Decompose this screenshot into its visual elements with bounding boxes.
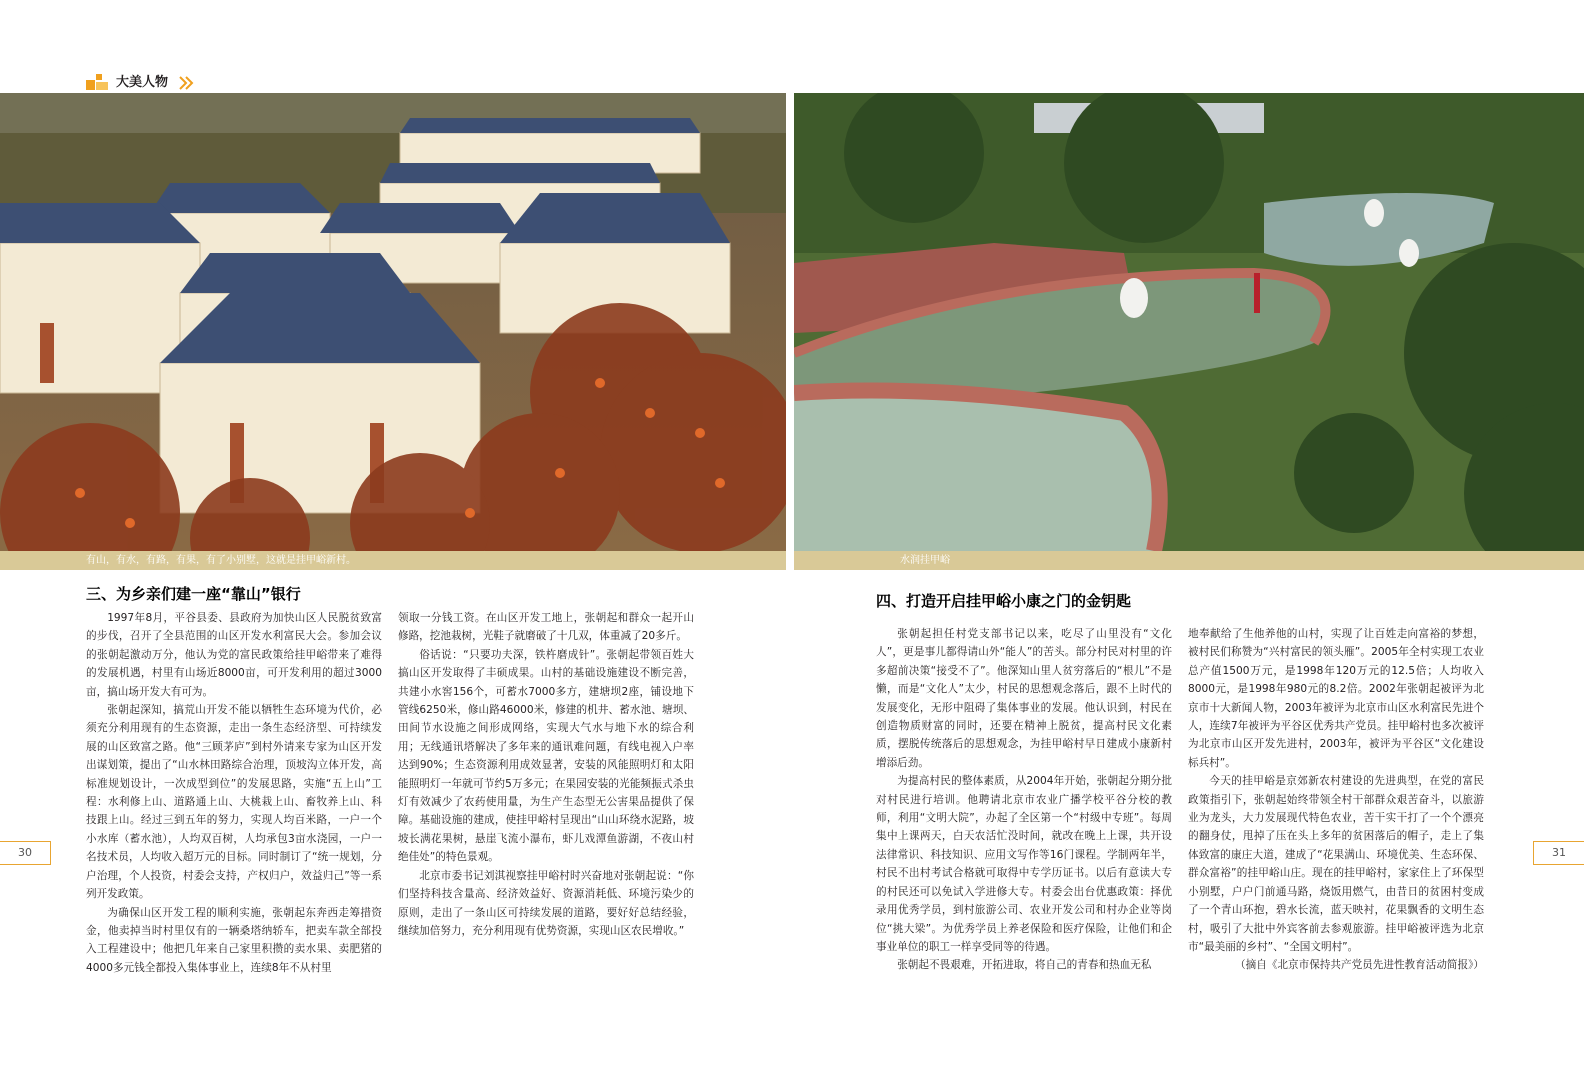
section-logo-icon	[86, 74, 108, 90]
double-chevron-right-icon	[178, 75, 194, 91]
paragraph: 为确保山区开发工程的顺利实施，张朝起东奔西走筹措资金，他卖掉当时村里仅有的一辆桑塔纳轿车，把卖车款全部投入工程建设中；他把几年来自己家里积攒的卖水果、卖肥猪的4000多元钱全都投入集体事业上，连续8年不从村里	[86, 906, 382, 974]
pool-landscape-photo	[794, 93, 1584, 551]
photo-caption-bar-left	[0, 551, 786, 570]
paragraph: 为提高村民的整体素质，从2004年开始，张朝起分期分批对村民进行培训。他聘请北京市农业广播学校平谷分校的教师，利用“文明大院”，办起了全区第一个“村级中专班”。每周集中上课两天，白天农活忙没时间，就改在晚上上课，共开设法律常识、科技知识、应用文写作等16门课程。学制两年半，村民不出村考试合格就可取得中专学历证书。以后有意读大专的村民还可以免试入学进修大专。村委会出台优惠政策：择优录用优秀学员，到村旅游公司、农业开发公司和村办企业等岗位“挑大梁”。为优秀学员上养老保险和医疗保险，让他们和企事业单位的职工一样享受同等的待遇。	[876, 775, 1172, 953]
page-number-left: 30	[0, 841, 51, 865]
section-4-heading: 四、打造开启挂甲峪小康之门的金钥匙	[876, 592, 1132, 610]
paragraph: 今天的挂甲峪是京郊新农村建设的先进典型，在党的富民政策指引下，张朝起始终带领全村干部群众艰苦奋斗，以旅游业为龙头，大力发展现代特色农业，苦干实干打了一个个漂亮的翻身仗，甩掉了压在头上多年的贫困落后的帽子，走上了集体致富的康庄大道，建成了“花果满山、环境优美、生态环保、群众富裕”的挂甲峪山庄。现在的挂甲峪村，家家住上了环保型小别墅，户户门前通马路，烧饭用燃气，由昔日的贫困村变成了一个青山环抱，碧水长流，蓝天映衬，花果飘香的文明生态村，吸引了大批中外宾客前去参观旅游。挂甲峪被评选为北京市“最美丽的乡村”、“全国文明村”。	[1188, 775, 1484, 953]
photo-caption-left: 有山，有水，有路，有果，有了小别墅，这就是挂甲峪新村。	[86, 555, 356, 566]
village-houses-photo	[0, 93, 786, 551]
article-column-4	[1188, 625, 1484, 975]
section-label: 大美人物	[116, 75, 169, 90]
paragraph: 1997年8月，平谷县委、县政府为加快山区人民脱贫致富的步伐，召开了全县范围的山区开发水利富民大会。参加会议的张朝起激动万分，他认为党的富民政策给挂甲峪带来了难得的发展机遇，村里有山场近8000亩，可开发利用的超过3000亩，搞山场开发大有可为。	[86, 612, 382, 698]
page-number-right: 31	[1533, 841, 1584, 865]
paragraph: 俗话说：“只要功夫深，铁杵磨成针”。张朝起带领百姓大搞山区开发取得了丰硕成果。山村的基础设施建设不断完善，共建小水窖156个，可蓄水7000多方，建塘坝2座，铺设地下管线6250米，修山路46000米，修建的机井、蓄水池、塘坝、田间节水设施之间形成网络，实现大气水与地下水的综合利用；无线通讯塔解决了多年来的通讯难问题，有线电视入户率达到90%；生态资源利用成效显著，安装的风能照明灯和太阳能照明灯一年就可节约5万多元；在果园安装的光能频振式杀虫灯有效减少了农药使用量，为生产生态型无公害果品提供了保障。基础设施的建成，使挂甲峪村呈现出“山山环绕水泥路，坡坡长满花果树，悬崖飞流小瀑布，虾儿戏潭鱼游湖，不夜山村绝佳处”的特色景观。	[398, 648, 694, 864]
paragraph: 张朝起担任村党支部书记以来，吃尽了山里没有“文化人”，更是事儿都得请山外“能人”的苦头。部分村民对村里的许多超前决策“接受不了”。他深知山里人贫穷落后的“根儿”不是懒，而是“文化人”太少，村民的思想观念落后，跟不上时代的发展变化，无形中阻碍了集体事业的发展。他认识到，村民在创造物质财富的同时，还要在精神上脱贫，提高村民文化素质，摆脱传统落后的思想观念，为挂甲峪村早日建成小康新村增添后劲。	[876, 628, 1172, 769]
photo-caption-bar-right	[794, 551, 1584, 570]
section-3-heading: 三、为乡亲们建一座“靠山”银行	[86, 585, 301, 603]
article-column-2	[398, 609, 694, 940]
paragraph-continued: 地奉献给了生他养他的山村，实现了让百姓走向富裕的梦想，被村民们称赞为“兴村富民的领头雁”。2005年全村实现工农业总产值1500万元，是1998年120万元的12.5倍；人均收入8000元，是1998年980元的8.2倍。2002年张朝起被评为北京市十大新闻人物，2003年被评为北京市山区水利富民先进个人，连续7年被评为平谷区优秀共产党员。挂甲峪村也多次被评为北京市山区开发先进村，2003年，被评为平谷区“文化建设标兵村”。	[1188, 628, 1484, 769]
paragraph: 张朝起深知，搞荒山开发不能以牺牲生态环境为代价，必须充分利用现有的生态资源，走出一条生态经济型、可持续发展的山区致富之路。他“三顾茅庐”到村外请来专家为山区开发出谋划策，提出了“山水林田路综合治理，顶坡沟立体开发，高标准规划设计，一次成型到位”的发展思路，实施“五上山”工程：水利修上山、道路通上山、大桃栽上山、畜牧养上山、科技跟上山。经过三到五年的努力，实现人均百米路，一户一个小水库（蓄水池），人均双百树，人均承包3亩水浇园，一户一名技术员，人均收入超万元的目标。同时制订了“统一规划，分户治理，个人投资，村委会支持，产权归户，效益归己”等一系列开发政策。	[86, 704, 382, 901]
paragraph: 张朝起不畏艰难，开拓进取，将自己的青春和热血无私	[897, 959, 1152, 972]
article-column-1	[86, 609, 382, 977]
article-column-3	[876, 625, 1172, 975]
paragraph-continued: 领取一分钱工资。在山区开发工地上，张朝起和群众一起开山修路，挖池栽树，光鞋子就磨破了十几双，体重减了20多斤。	[398, 612, 694, 643]
source-note: （摘自《北京市保持共产党员先进性教育活动简报》）	[1235, 959, 1484, 972]
photo-caption-right: 水润挂甲峪	[900, 555, 950, 566]
paragraph: 北京市委书记刘淇视察挂甲峪村时兴奋地对张朝起说：“你们坚持科技含量高、经济效益好、资源消耗低、环境污染少的原则，走出了一条山区可持续发展的道路，要好好总结经验，继续加倍努力，充分利用现有优势资源，实现山区农民增收。”	[398, 869, 694, 937]
